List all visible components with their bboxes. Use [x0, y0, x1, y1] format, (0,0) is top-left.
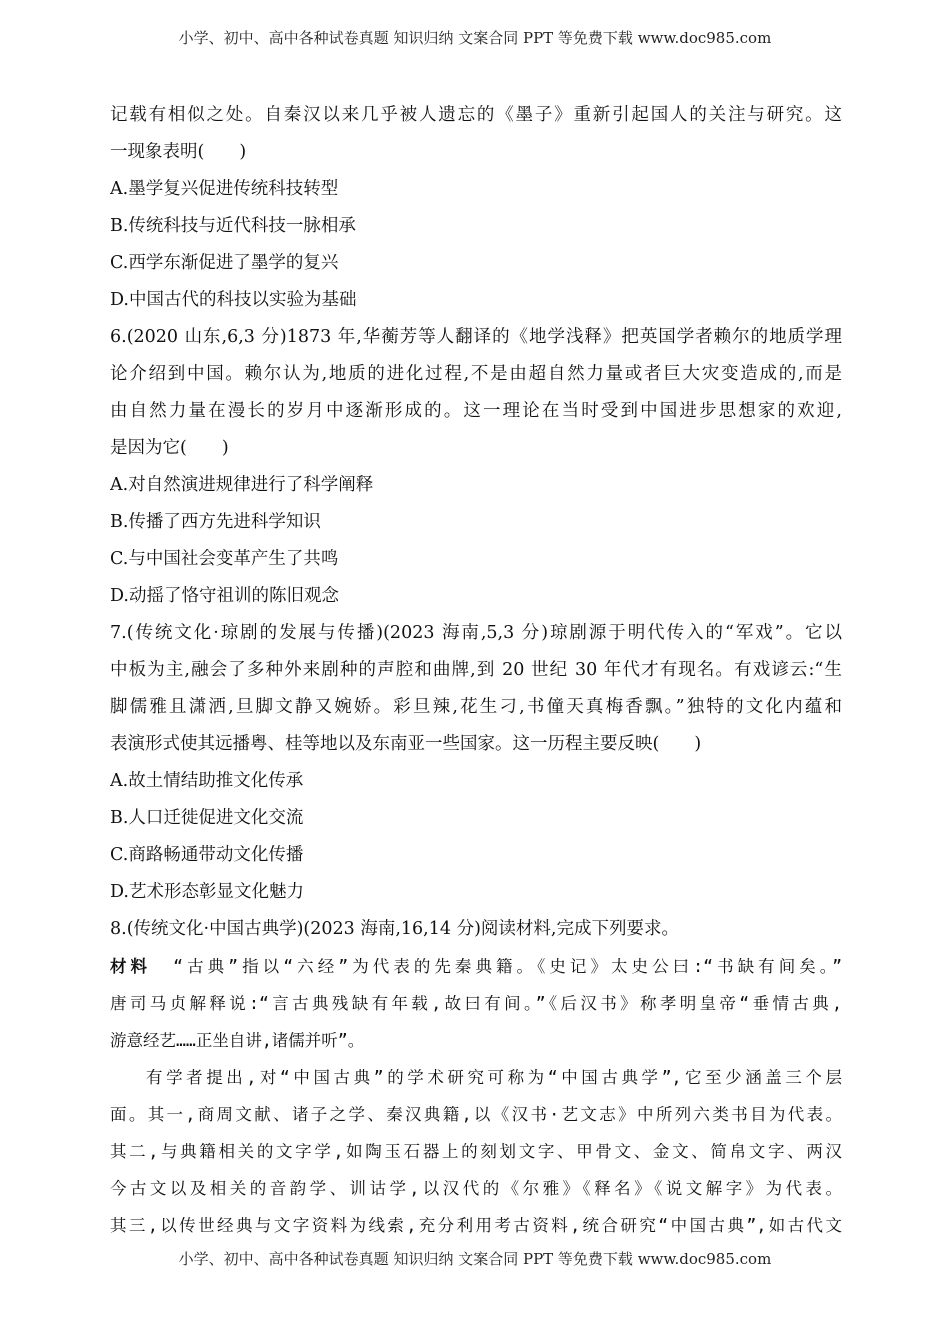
- q7-option-c: C.商路畅通带动文化传播: [110, 845, 304, 865]
- q7-stem-line-3: 脚儒雅且潇洒,旦脚文静又婉娇。彩旦辣,花生刁,书僮天真梅香飘。”独特的文化内蕴和: [110, 697, 842, 717]
- page-header: 小学、初中、高中各种试卷真题 知识归纳 文案合同 PPT 等免费下载 www.doc985.com: [178, 29, 772, 47]
- q6-stem-line-2: 论介绍到中国。赖尔认为,地质的进化过程,不是由超自然力量或者巨大灾变造成的,而是: [110, 364, 842, 384]
- q8-para2-line-5: 其三,以传世经典与文字资料为线索,充分利用考古资料,统合研究“中国古典”,如古代文: [110, 1216, 842, 1235]
- q5-stem-line-1: 记载有相似之处。自秦汉以来几乎被人遗忘的《墨子》重新引起国人的关注与研究。这: [110, 105, 842, 125]
- q6-stem-line-1: 6.(2020 山东,6,3 分)1873 年,华蘅芳等人翻译的《地学浅释》把英国学者赖尔的地质学理: [110, 327, 842, 347]
- q8-para2-line-4: 今古文以及相关的音韵学、训诂学,以汉代的《尔雅》《释名》《说文解字》为代表。: [110, 1179, 842, 1198]
- q8-para2-line-1: 有学者提出,对“中国古典”的学术研究可称为“中国古典学”,它至少涵盖三个层: [146, 1068, 842, 1087]
- q8-intro: 8.(传统文化·中国古典学)(2023 海南,16,14 分)阅读材料,完成下列要求。: [110, 919, 679, 939]
- q7-stem-line-2: 中板为主,融会了多种外来剧种的声腔和曲牌,到 20 世纪 30 年代才有现名。有戏谚云:“生: [110, 660, 842, 680]
- q6-option-b: B.传播了西方先进科学知识: [110, 512, 321, 532]
- q7-stem-line-4: 表演形式使其远播粤、桂等地以及东南亚一些国家。这一历程主要反映( ): [110, 734, 702, 754]
- q6-option-d: D.动摇了恪守祖训的陈旧观念: [110, 586, 339, 606]
- q7-stem-line-1: 7.(传统文化·琼剧的发展与传播)(2023 海南,5,3 分)琼剧源于明代传入的“军戏”。它以: [110, 623, 842, 643]
- q7-option-b: B.人口迁徙促进文化交流: [110, 808, 304, 828]
- q8-material-line-1: [110, 948, 842, 985]
- material-label: 材料: [110, 957, 152, 976]
- q8-material-line-2: 唐司马贞解释说:“言古典残缺有年载,故曰有间。”《后汉书》称孝明皇帝“垂情古典,: [110, 994, 842, 1013]
- q7-option-a: A.故土情结助推文化传承: [110, 771, 304, 791]
- q7-option-d: D.艺术形态彰显文化魅力: [110, 882, 304, 902]
- material-text-1: “古典”指以“六经”为代表的先秦典籍。《史记》太史公曰:“书缺有间矣。”: [173, 957, 842, 976]
- q8-para2-line-2: 面。其一,商周文献、诸子之学、秦汉典籍,以《汉书·艺文志》中所列六类书目为代表。: [110, 1105, 842, 1124]
- q6-stem-line-3: 由自然力量在漫长的岁月中逐渐形成的。这一理论在当时受到中国进步思想家的欢迎,: [110, 401, 842, 421]
- q5-option-b: B.传统科技与近代科技一脉相承: [110, 216, 356, 236]
- q8-para2-line-3: 其二,与典籍相关的文字学,如陶玉石器上的刻划文字、甲骨文、金文、简帛文字、两汉: [110, 1142, 842, 1161]
- q8-material-line-3: 游意经艺……正坐自讲,诸儒并听”。: [110, 1031, 365, 1050]
- q5-stem-line-2: 一现象表明( ): [110, 142, 247, 162]
- q6-option-a: A.对自然演进规律进行了科学阐释: [110, 475, 374, 495]
- q6-stem-line-4: 是因为它( ): [110, 438, 229, 458]
- page-footer: 小学、初中、高中各种试卷真题 知识归纳 文案合同 PPT 等免费下载 www.doc985.com: [178, 1250, 772, 1268]
- q5-option-d: D.中国古代的科技以实验为基础: [110, 290, 357, 310]
- q6-option-c: C.与中国社会变革产生了共鸣: [110, 549, 339, 569]
- q5-option-a: A.墨学复兴促进传统科技转型: [110, 179, 339, 199]
- q5-option-c: C.西学东渐促进了墨学的复兴: [110, 253, 339, 273]
- page-content: [110, 97, 842, 1244]
